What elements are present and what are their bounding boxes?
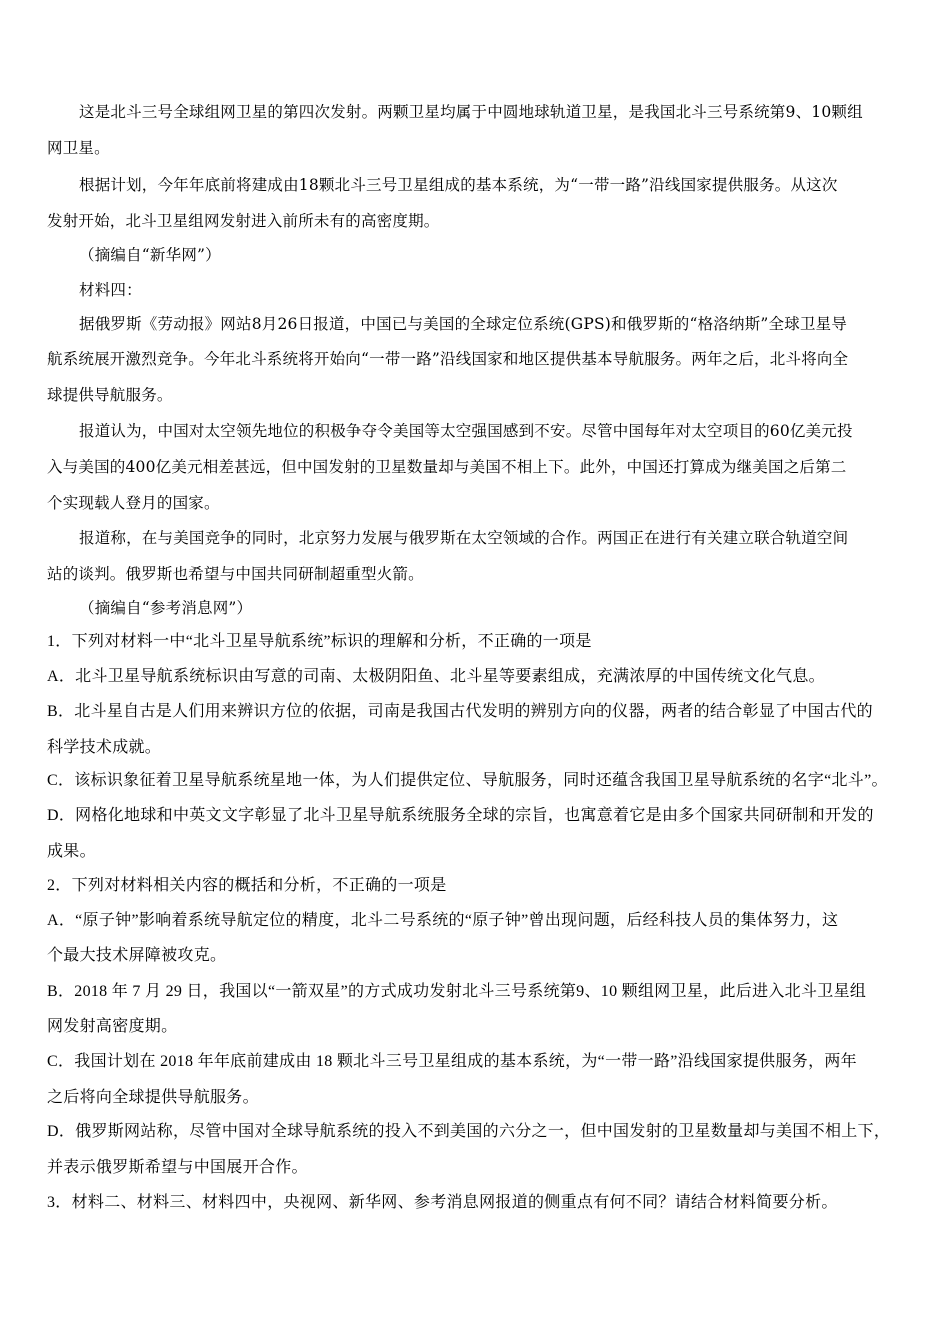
q2-option-d-line1: D．俄罗斯网站称，尽管中国对全球导航系统的投入不到美国的六分之一，但中国发射的卫星数量却与美国不相上下，: [47, 1123, 891, 1140]
q2-option-a-line2: 个最大技术屏障被攻克。: [47, 947, 227, 964]
material4-para2-line1: 报道认为，中国对太空领先地位的积极争夺令美国等太空强国感到不安。尽管中国每年对太空项目的60亿美元投: [79, 422, 853, 440]
q1-option-d-line2: 成果。: [47, 843, 96, 860]
q2-option-c-line2: 之后将向全球提供导航服务。: [47, 1089, 259, 1106]
q1-option-b-line2: 科学技术成就。: [47, 739, 162, 756]
material3-para1-line1: 这是北斗三号全球组网卫星的第四次发射。两颗卫星均属于中圆地球轨道卫星，是我国北斗三号系统第9、10颗组: [79, 103, 863, 121]
q1-option-a: A．北斗卫星导航系统标识由写意的司南、太极阴阳鱼、北斗星等要素组成，充满浓厚的中国传统文化气息。: [47, 668, 825, 685]
material4-para1-line3: 球提供导航服务。: [47, 386, 173, 404]
q2-stem: 2．下列对材料相关内容的概括和分析，不正确的一项是: [47, 877, 447, 894]
material3-source: （摘编自“新华网”）: [79, 246, 221, 264]
q1-option-c: C．该标识象征着卫星导航系统星地一体，为人们提供定位、导航服务，同时还蕴含我国卫星导航系统的名字“北斗”。: [47, 772, 888, 789]
q2-option-c-line1: C．我国计划在 2018 年年底前建成由 18 颗北斗三号卫星组成的基本系统，为“一带一路”沿线国家提供服务，两年: [47, 1053, 857, 1070]
q3-stem: 3．材料二、材料三、材料四中，央视网、新华网、参考消息网报道的侧重点有何不同？请结合材料简要分析。: [47, 1194, 838, 1211]
q2-option-b-line1: B．2018 年 7 月 29 日，我国以“一箭双星”的方式成功发射北斗三号系统第9、10 颗组网卫星，此后进入北斗卫星组: [47, 983, 867, 1000]
q2-option-a-line1: A．“原子钟”影响着系统导航定位的精度，北斗二号系统的“原子钟”曾出现问题，后经科技人员的集体努力，这: [47, 912, 839, 929]
material4-source: （摘编自“参考消息网”）: [79, 599, 253, 617]
q2-option-d-line2: 并表示俄罗斯希望与中国展开合作。: [47, 1159, 308, 1176]
material4-para2-line2: 入与美国的400亿美元相差甚远，但中国发射的卫星数量却与美国不相上下。此外，中国还打算成为继美国之后第二: [47, 458, 847, 476]
material4-para2-line3: 个实现载人登月的国家。: [47, 494, 220, 512]
q1-option-d-line1: D．网格化地球和中英文文字彰显了北斗卫星导航系统服务全球的宗旨，也寓意着它是由多个国家共同研制和开发的: [47, 807, 874, 824]
material4-para3-line2: 站的谈判。俄罗斯也希望与中国共同研制超重型火箭。: [47, 565, 424, 583]
material4-para1-line2: 航系统展开激烈竞争。今年北斗系统将开始向“一带一路”沿线国家和地区提供基本导航服务。两年之后，北斗将向全: [47, 350, 849, 368]
material4-para1-line1: 据俄罗斯《劳动报》网站8月26日报道，中国已与美国的全球定位系统(GPS)和俄罗斯的“格洛纳斯”全球卫星导: [79, 315, 848, 333]
material3-para2-line2: 发射开始，北斗卫星组网发射进入前所未有的高密度期。: [47, 212, 440, 230]
q2-option-b-line2: 网发射高密度期。: [47, 1018, 178, 1035]
q1-stem: 1．下列对材料一中“北斗卫星导航系统”标识的理解和分析，不正确的一项是: [47, 633, 592, 650]
material3-para1-line2: 网卫星。: [47, 139, 110, 157]
material3-para2-line1: 根据计划，今年年底前将建成由18颗北斗三号卫星组成的基本系统，为“一带一路”沿线国家提供服务。从这次: [79, 176, 838, 194]
q1-option-b-line1: B．北斗星自古是人们用来辨识方位的依据，司南是我国古代发明的辨别方向的仪器，两者的结合彰显了中国古代的: [47, 703, 873, 720]
material4-para3-line1: 报道称，在与美国竞争的同时，北京努力发展与俄罗斯在太空领域的合作。两国正在进行有关建立联合轨道空间: [79, 529, 849, 547]
material4-heading: 材料四：: [79, 281, 142, 299]
